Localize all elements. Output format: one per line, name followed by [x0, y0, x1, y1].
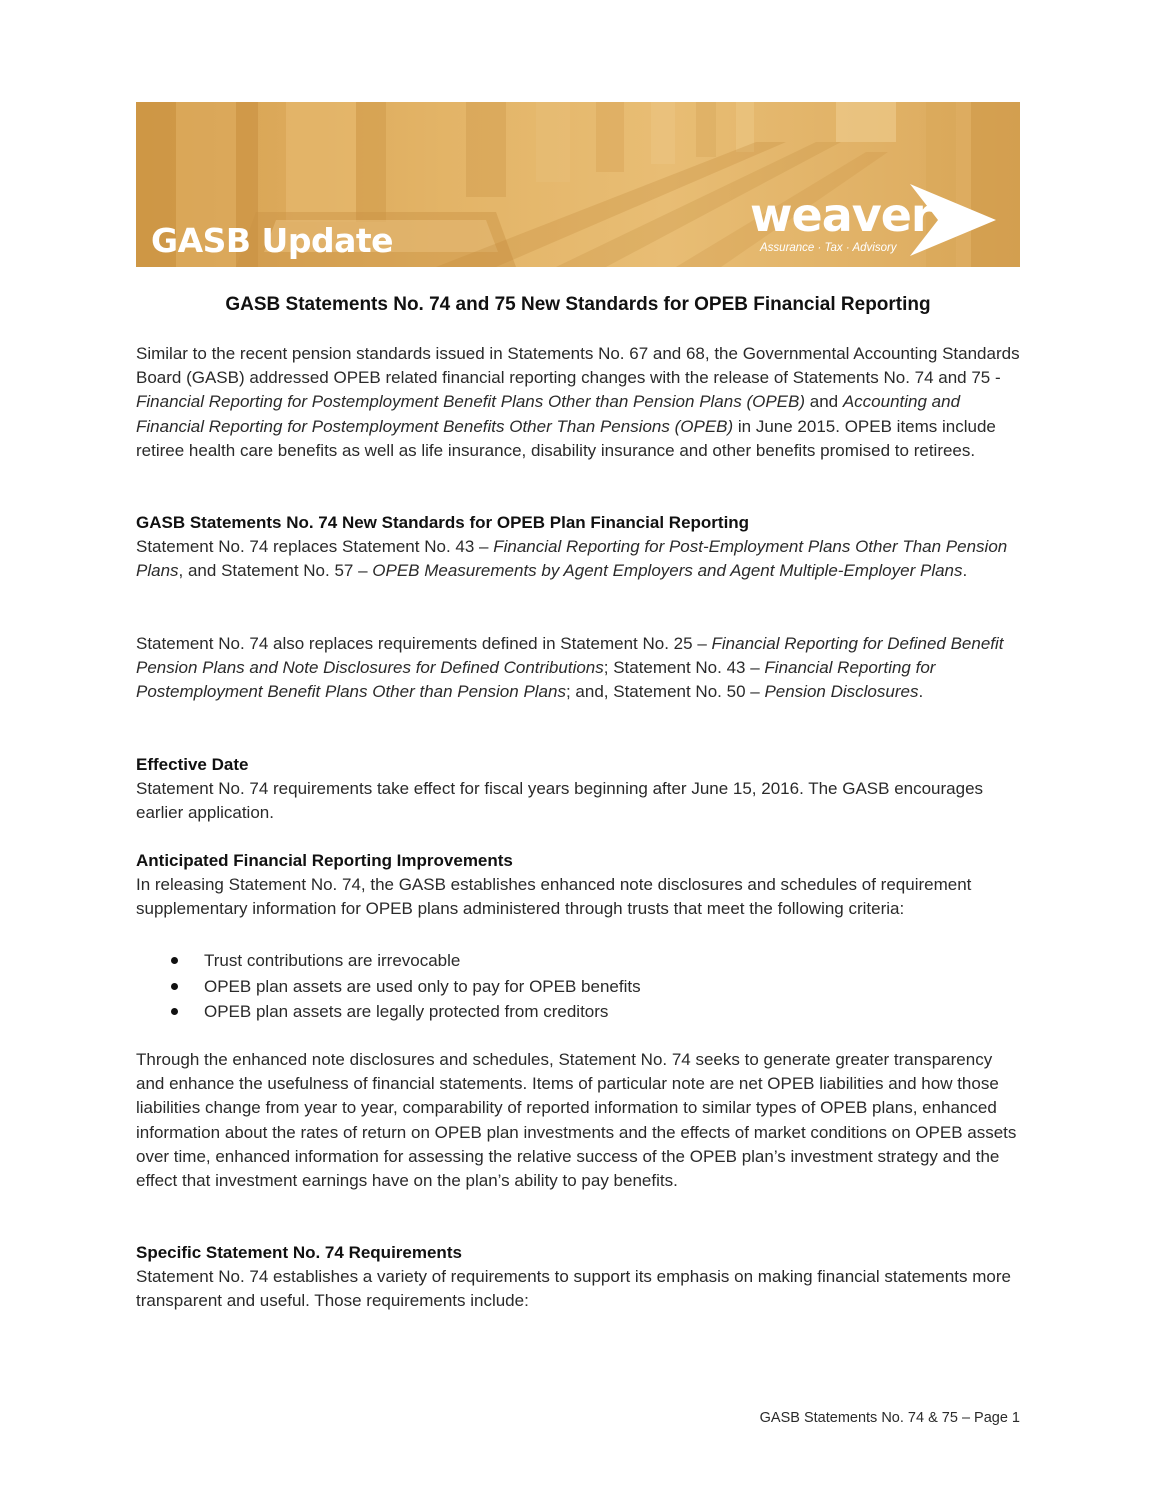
statement-74-replaces-paragraph: Statement No. 74 replaces Statement No. 43 – Financial Reporting for Post-Employment Plans Other Than Pension Plans, and Statement No. 57 – OPEB Measurements by Agent Employers and Agent Multiple-Employer Plans. [136, 537, 1008, 581]
weaver-logo-arrow-icon [904, 182, 1000, 258]
statement-74-also-replaces-paragraph: Statement No. 74 also replaces requirements defined in Statement No. 25 – Financial Reporting for Defined Benefit Pension Plans and Note Disclosures for Defined Contributions; Statement No. 43 – Financial Reporting for Postemployment Benefit Plans Other than Pension Plans; and, Statement No. 50 – Pension Disclosures. [136, 634, 1004, 702]
transparency-paragraph: Through the enhanced note disclosures and schedules, Statement No. 74 seeks to generate greater transparency and enhance the usefulness of financial statements. Items of particular note are net OPEB liabilities and how those liabilities change from year to year, comparability of reported information to similar types of OPEB plans, enhanced information about the rates of return on OPEB plan investments and the effects of market conditions on OPEB assets over time, enhanced information for assessing the relative success of the OPEB plan’s investment strategy and the effect that investment earnings have on the plan’s ability to pay benefits. [136, 1050, 1017, 1191]
intro-paragraph: Similar to the recent pension standards issued in Statements No. 67 and 68, the Governmental Accounting Standards Board (GASB) addressed OPEB related financial reporting changes with the release of Statements No. 74 and 75 - Financial Reporting for Postemployment Benefit Plans Other than Pension Plans (OPEB) and Accounting and Financial Reporting for Postemployment Benefits Other Than Pensions (OPEB) in June 2015. OPEB items include retiree health care benefits as well as life insurance, disability insurance and other benefits promised to retirees. [136, 344, 1020, 460]
section-heading-effective-date: Effective Date [136, 755, 249, 774]
list-item: OPEB plan assets are used only to pay for OPEB benefits [136, 974, 641, 1000]
document-title: GASB Statements No. 74 and 75 New Standards for OPEB Financial Reporting [225, 294, 931, 315]
section-heading-improvements: Anticipated Financial Reporting Improvements [136, 851, 513, 870]
banner-title: GASB Update [151, 221, 393, 260]
improvements-paragraph: In releasing Statement No. 74, the GASB establishes enhanced note disclosures and schedules of requirement supplementary information for OPEB plans administered through trusts that meet the following criteria: [136, 875, 972, 919]
criteria-list [136, 948, 641, 1025]
list-item: Trust contributions are irrevocable [136, 948, 641, 974]
page-footer: GASB Statements No. 74 & 75 – Page 1 [759, 1410, 1020, 1426]
weaver-logo-wordmark: weaver [750, 188, 933, 242]
weaver-logo-tagline: Assurance · Tax · Advisory [760, 242, 897, 254]
header-banner [136, 102, 1020, 267]
effective-date-paragraph: Statement No. 74 requirements take effect for fiscal years beginning after June 15, 2016. The GASB encourages earlier application. [136, 779, 984, 823]
section-heading-requirements: Specific Statement No. 74 Requirements [136, 1243, 462, 1262]
list-item: OPEB plan assets are legally protected from creditors [136, 999, 641, 1025]
section-heading-statement-74: GASB Statements No. 74 New Standards for OPEB Plan Financial Reporting [136, 513, 750, 532]
requirements-paragraph: Statement No. 74 establishes a variety of requirements to support its emphasis on making financial statements more transparent and useful. Those requirements include: [136, 1267, 1011, 1311]
